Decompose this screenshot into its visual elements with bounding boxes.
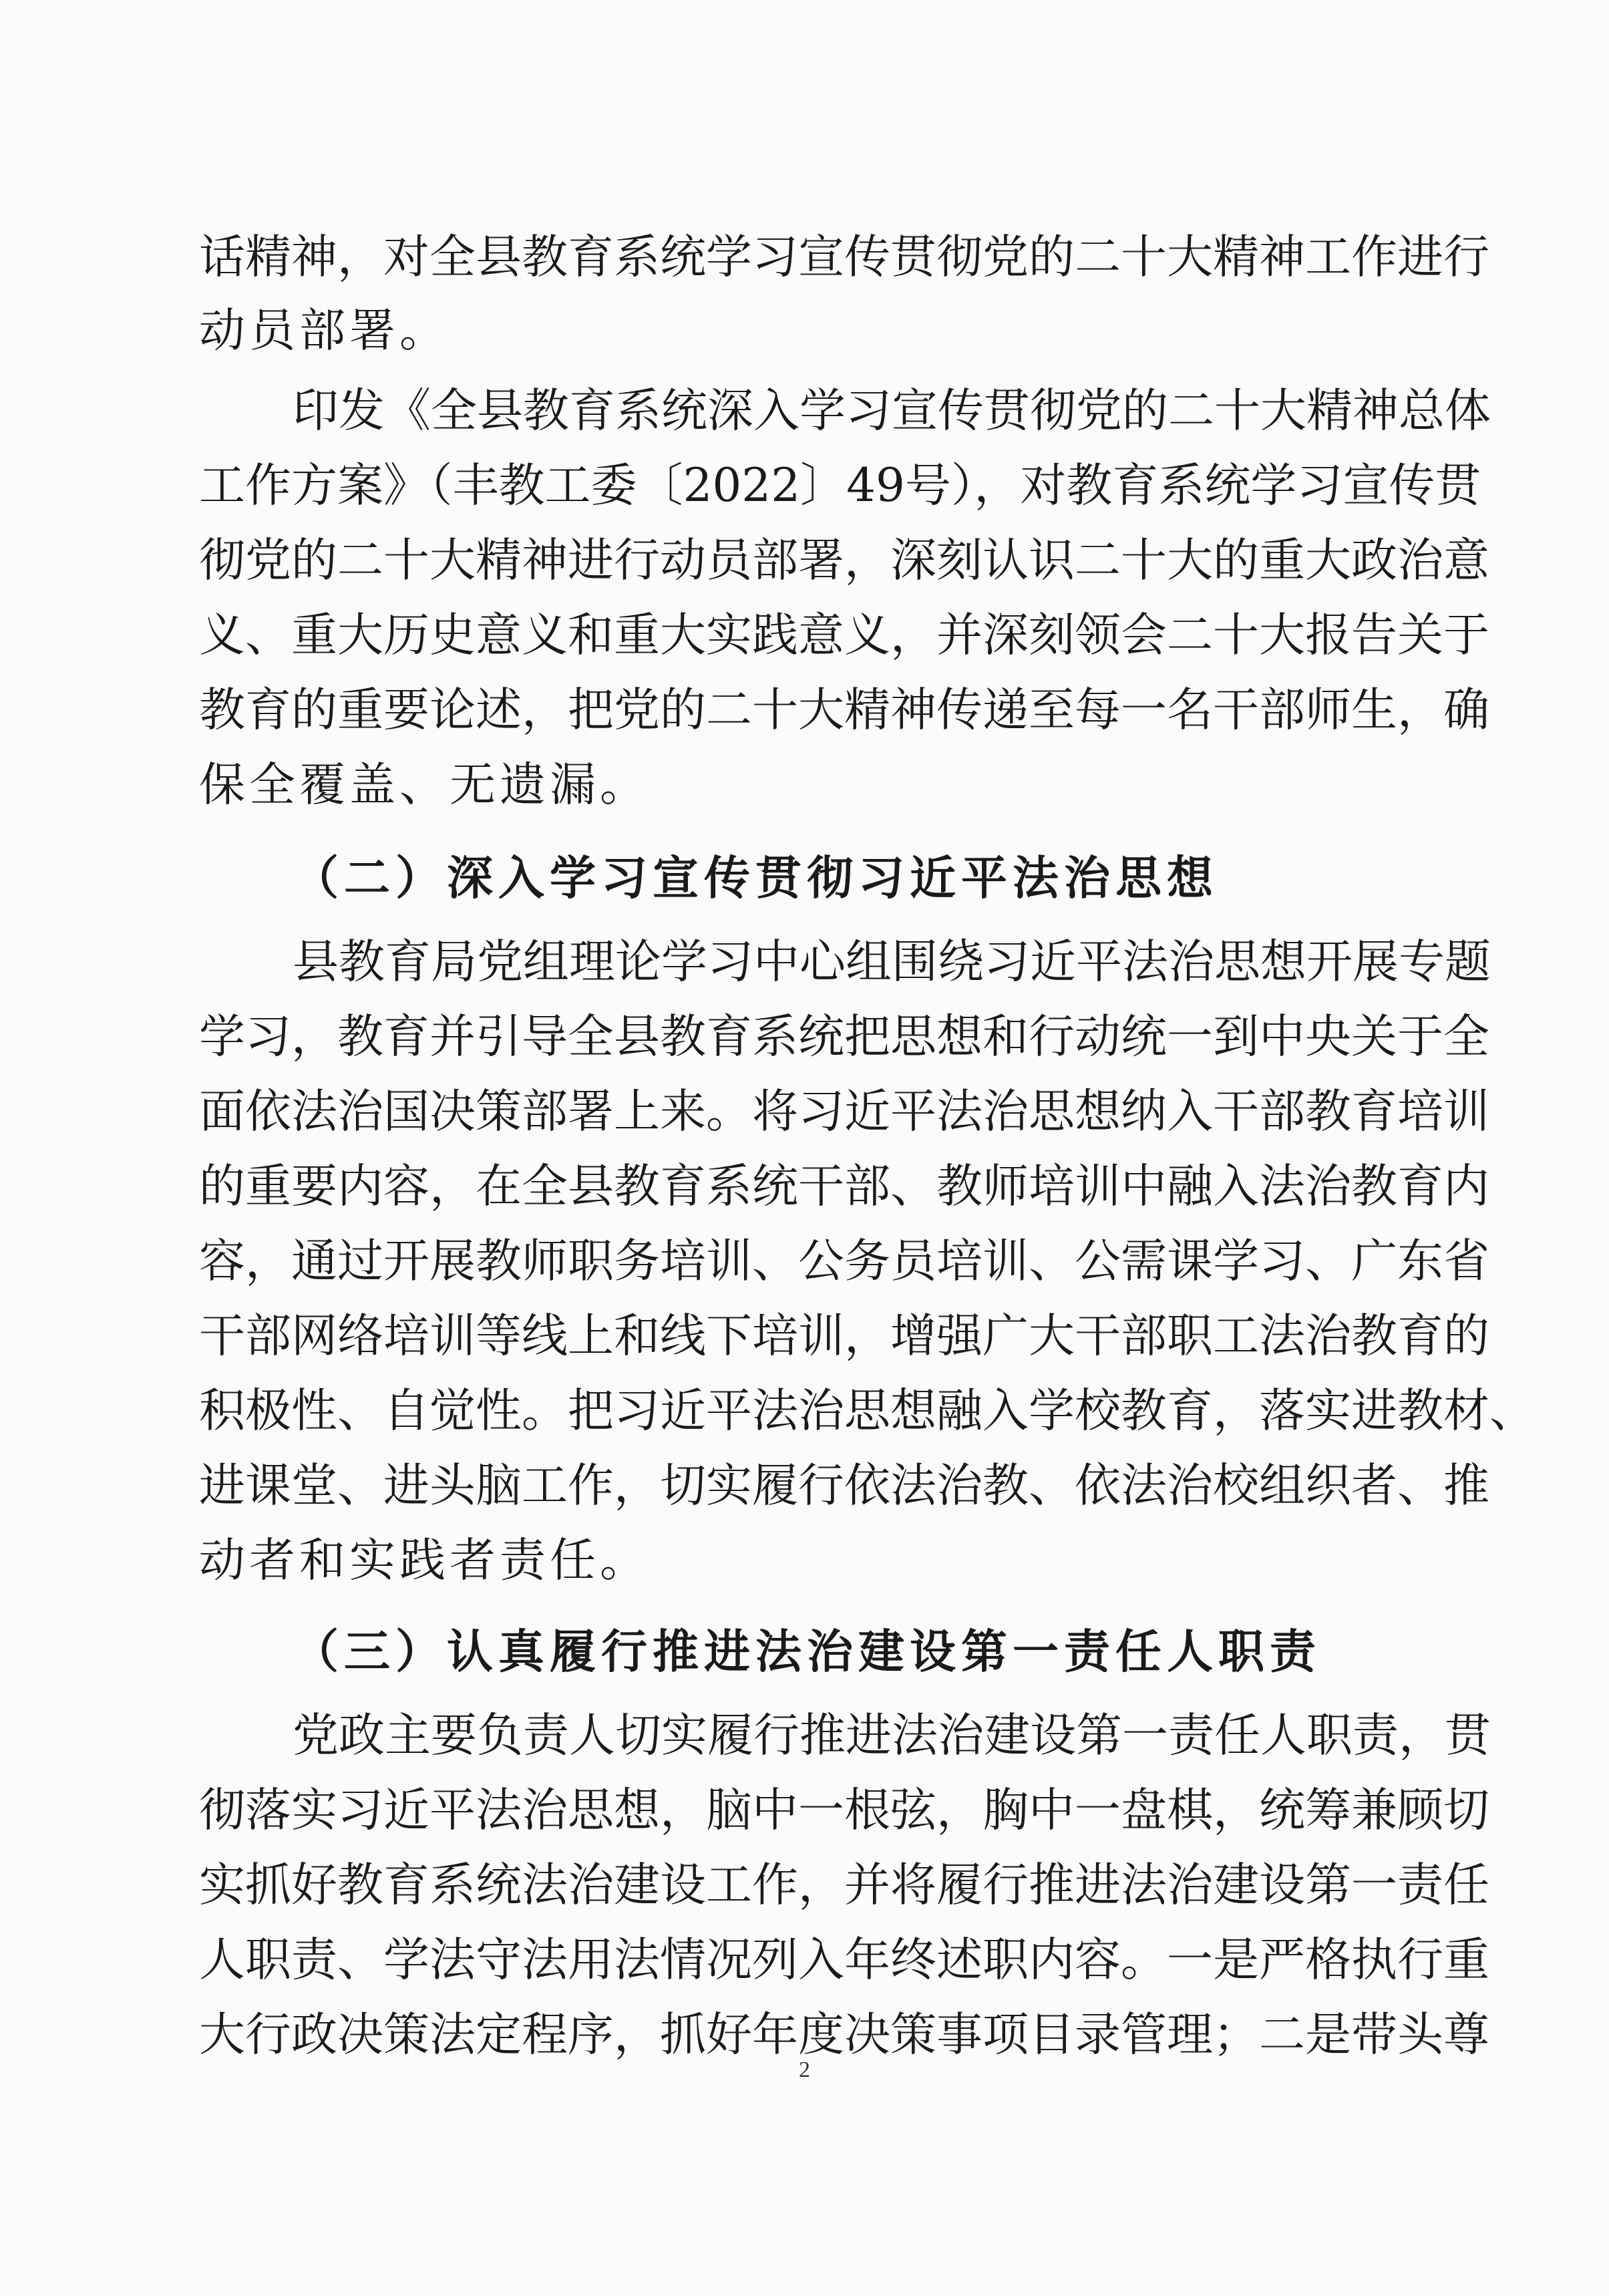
- paragraph-line: 人职责、学法守法用法情况列入年终述职内容。一是严格执行重: [199, 1933, 1489, 1987]
- paragraph-line: 面依法治国决策部署上来。将习近平法治思想纳入干部教育培训: [199, 1085, 1489, 1138]
- paragraph-line: 的重要内容，在全县教育系统干部、教师培训中融入法治教育内: [199, 1160, 1489, 1213]
- paragraph-line: 党政主要负责人切实履行推进法治建设第一责任人职责，贯: [293, 1709, 1491, 1762]
- paragraph-line: 彻落实习近平法治思想，脑中一根弦，胸中一盘棋，统筹兼顾切: [199, 1784, 1489, 1837]
- paragraph-line: 动员部署。: [199, 304, 450, 357]
- section-heading: （二）深入学习宣传贯彻习近平法治思想: [293, 852, 1218, 905]
- page-number: 2: [799, 2058, 810, 2082]
- paragraph-line: 教育的重要论述，把党的二十大精神传递至每一名干部师生，确: [199, 683, 1489, 737]
- paragraph-line: 工作方案》（丰教工委〔2022〕49号），对教育系统学习宣传贯: [199, 459, 1481, 512]
- paragraph-line: 彻党的二十大精神进行动员部署，深刻认识二十大的重大政治意: [199, 534, 1489, 587]
- paragraph-line: 动者和实践者责任。: [199, 1534, 650, 1587]
- paragraph-line: 干部网络培训等线上和线下培训，增强广大干部职工法治教育的: [199, 1309, 1489, 1363]
- section-heading: （三）认真履行推进法治建设第一责任人职责: [293, 1625, 1321, 1679]
- paragraph-line: 大行政决策法定程序，抓好年度决策事项目录管理；二是带头尊: [199, 2008, 1489, 2062]
- paragraph-line: 义、重大历史意义和重大实践意义，并深刻领会二十大报告关于: [199, 609, 1489, 662]
- paragraph-line: 学习，教育并引导全县教育系统把思想和行动统一到中央关于全: [199, 1010, 1489, 1063]
- paragraph-line: 积极性、自觉性。把习近平法治思想融入学校教育，落实进教材、: [199, 1384, 1536, 1438]
- paragraph-line: 话精神，对全县教育系统学习宣传贯彻党的二十大精神工作进行: [199, 230, 1489, 284]
- paragraph-line: 实抓好教育系统法治建设工作，并将履行推进法治建设第一责任: [199, 1858, 1489, 1912]
- paragraph-line: 县教育局党组理论学习中心组围绕习近平法治思想开展专题: [293, 935, 1491, 989]
- paragraph-line: 容，通过开展教师职务培训、公务员培训、公需课学习、广东省: [199, 1235, 1489, 1288]
- paragraph-line: 印发《全县教育系统深入学习宣传贯彻党的二十大精神总体: [293, 384, 1491, 438]
- paragraph-line: 保全覆盖、无遗漏。: [199, 758, 650, 812]
- paragraph-line: 进课堂、进头脑工作，切实履行依法治教、依法治校组织者、推: [199, 1459, 1489, 1512]
